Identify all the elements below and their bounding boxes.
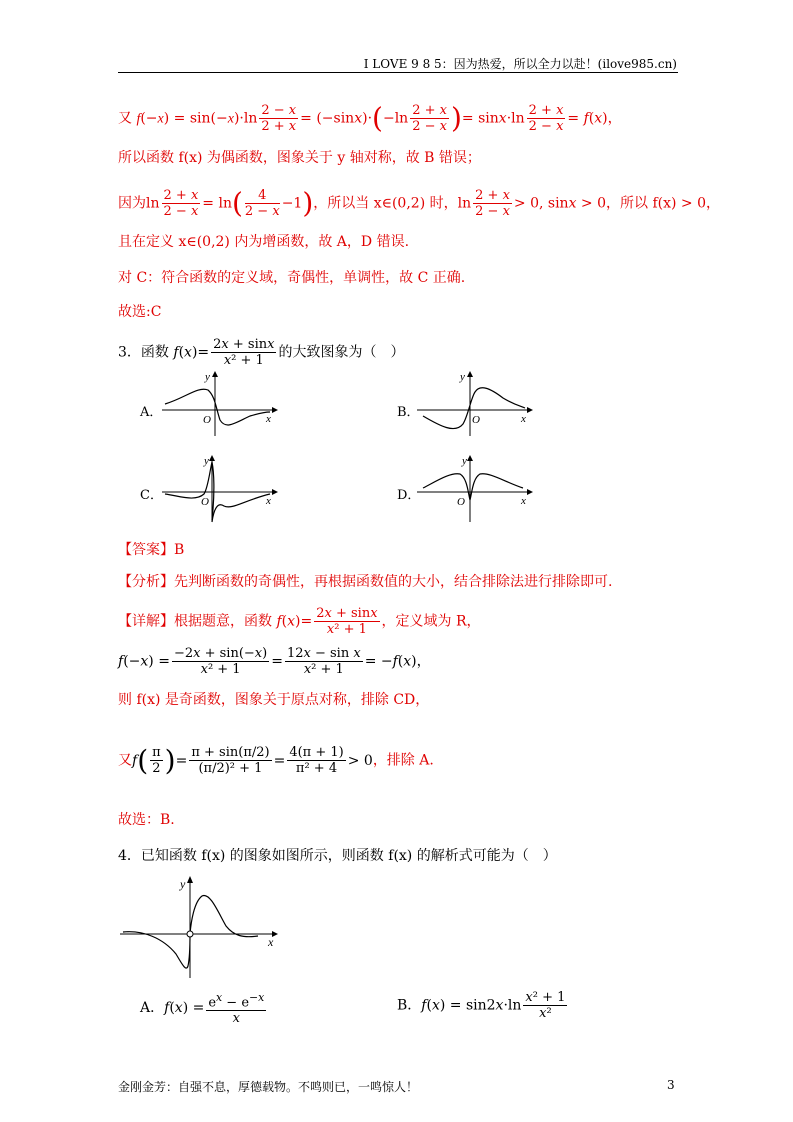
question-3-stem: 3．函数 f(x)= $\frac{2x + \sin x}{\text{x² + 1}}$ 的大致图象为（ ） xyxy=(118,337,405,368)
question-4-graph[interactable] xyxy=(118,872,283,980)
option-c-label[interactable]: C． xyxy=(140,488,163,503)
question-4-stem: 4．已知函数 f(x) 的图象如图所示，则函数 f(x) 的解析式可能为（ ） xyxy=(118,848,557,864)
footer-motto: 金刚金芳：自强不息，厚德载物。不鸣则已，一鸣惊人！ xyxy=(118,1080,419,1094)
odd-conclusion: 则 f(x) 是奇函数，图象关于原点对称，排除 CD， xyxy=(118,692,430,708)
svg-text:O: O xyxy=(201,496,209,508)
svg-text:y: y xyxy=(205,371,210,383)
svg-text:x: x xyxy=(521,413,526,425)
svg-text:x: x xyxy=(266,413,271,425)
option-d-label[interactable]: D． xyxy=(397,488,421,503)
q4-option-a[interactable]: A．f(x) = $\frac{e^x - e^{-x}}{x}$ xyxy=(140,991,265,1027)
solution-line-2: 所以函数 f(x) 为偶函数，图象关于 y 轴对称，故 B 错误； xyxy=(118,150,481,166)
solution-line-1: 又 f(−x) = sin(−x)·ln $\frac{2 - x}{2 + x}$ = (−sinx)·(−ln $\frac{2 + x}{2 - x}$ )= sinx·ln $\frac{2 + x}{2 - x}$ = f(x)， xyxy=(118,101,622,135)
svg-text:y: y xyxy=(204,455,209,467)
solution-line-6: 故选:C xyxy=(118,304,162,320)
header-divider xyxy=(118,72,678,73)
svg-text:x: x xyxy=(521,495,526,507)
odd-check-eq: f(−x) = $\frac{-2x + \sin(-x)}{\text{x² + 1}}$ = $\frac{\text{12x − sin x}}{\text{x² + 1}}$ = −f(x)， xyxy=(118,646,431,677)
option-a-graph[interactable] xyxy=(160,368,280,438)
solution-line-5: 对 C：符合函数的定义域，奇偶性，单调性，故 C 正确. xyxy=(118,270,466,286)
q4-option-b[interactable]: B．f(x) = sin2x·ln $\frac{\text{x² + 1}}{\text{x²}}$ xyxy=(397,990,566,1021)
answer-line: 【答案】B xyxy=(118,542,185,558)
svg-text:O: O xyxy=(203,414,211,426)
svg-text:y: y xyxy=(462,455,467,467)
option-c-graph[interactable] xyxy=(160,452,280,524)
page-header: I LOVE 9 8 5：因为热爱，所以全力以赴！(ilove985.cn) xyxy=(363,57,677,71)
svg-text:y: y xyxy=(180,877,186,891)
solution-line-3: 因为ln $\frac{2 + x}{2 - x}$ = ln( $\frac{4}{2 - x}$ −1)，所以当 x∈(0,2) 时，ln $\frac{2 + x}{2 - x}$ > 0, sinx > 0，所以 f(x) > 0， xyxy=(118,186,721,220)
solution-line-4: 且在定义 x∈(0,2) 内为增函数，故 A，D 错误. xyxy=(118,234,410,250)
choice-line: 故选：B. xyxy=(118,812,175,828)
option-b-label[interactable]: B． xyxy=(397,405,420,420)
svg-text:O: O xyxy=(472,414,480,426)
svg-text:x: x xyxy=(266,495,271,507)
svg-text:O: O xyxy=(457,496,465,508)
option-d-graph[interactable] xyxy=(415,452,535,524)
option-a-label[interactable]: A． xyxy=(140,405,163,420)
analysis-line: 【分析】先判断函数的奇偶性，再根据函数值的大小，结合排除法进行排除即可. xyxy=(118,574,613,590)
detail-line: 【详解】根据题意，函数 f(x)= $\frac{2x + \sin x}{\text{x² + 1}}$ ，定义域为 R， xyxy=(118,606,481,637)
svg-text:x: x xyxy=(268,935,274,949)
option-b-graph[interactable] xyxy=(415,368,535,438)
page-number: 3 xyxy=(667,1078,675,1092)
pi-check: 又f( $\frac{\pi}{2}$ )= $\frac{\pi + \sin(\pi/2)}{\text{(π/2)² + 1}}$ = $\frac{4(\pi + 1)}{\text{π² + 4}}$ > 0，排除 A. xyxy=(118,743,434,777)
svg-text:y: y xyxy=(460,371,465,383)
